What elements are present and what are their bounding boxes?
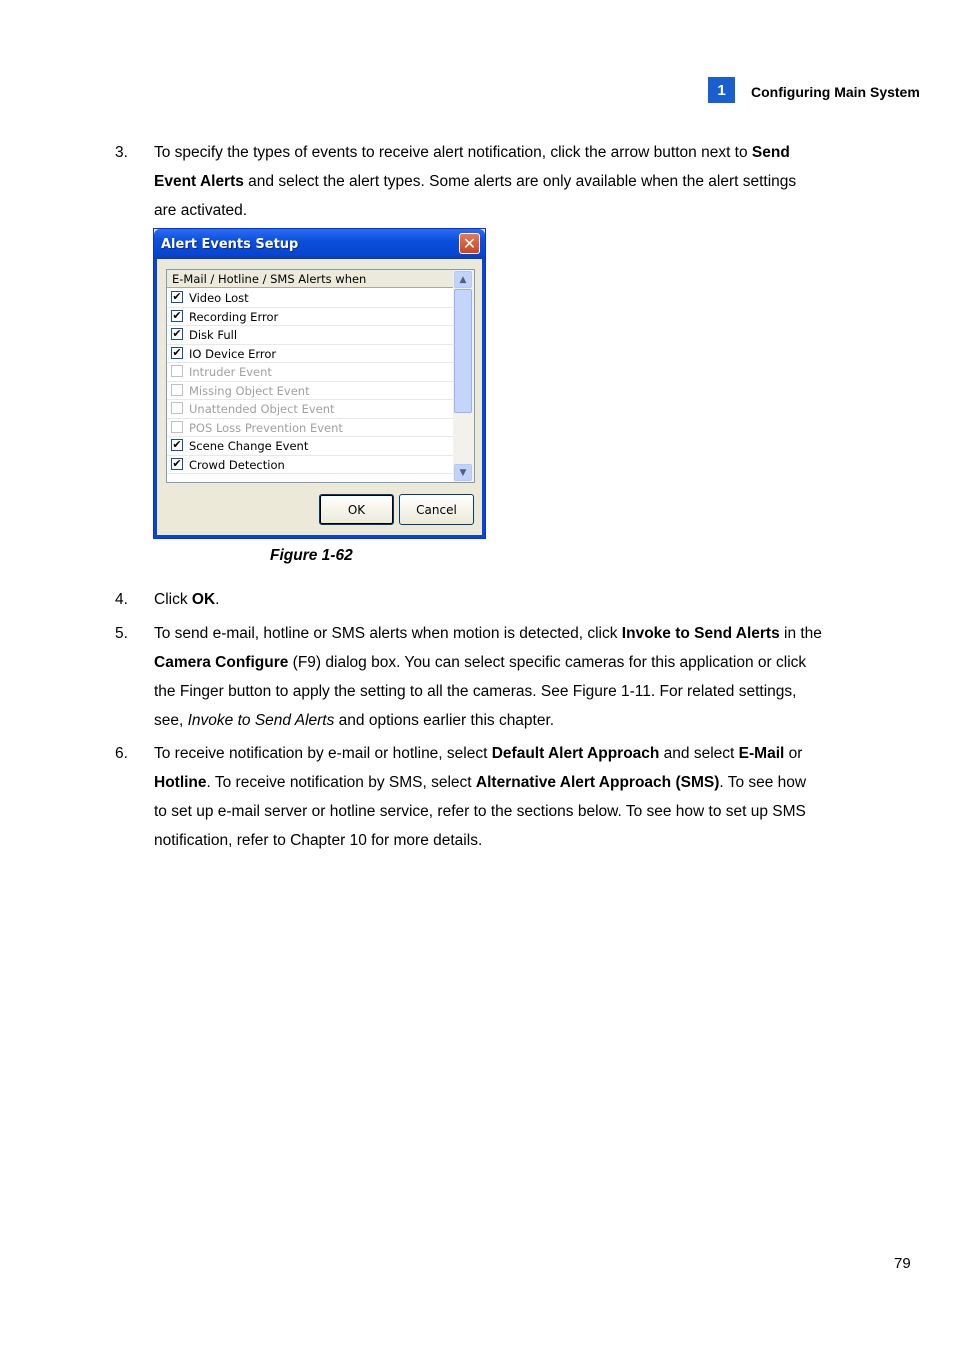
event-checkbox [171, 402, 183, 414]
event-label: Intruder Event [189, 365, 272, 379]
dialog-titlebar[interactable] [154, 229, 485, 259]
event-label: Crowd Detection [189, 457, 285, 472]
step-line: Event Alerts and select the alert types. Some alerts are only available when the alert settings [154, 173, 797, 190]
cancel-button[interactable]: Cancel [399, 494, 474, 525]
list-item[interactable] [167, 326, 453, 345]
chevron-up-icon: ▲ [459, 274, 467, 285]
event-label: POS Loss Prevention Event [189, 420, 343, 435]
list-item[interactable] [167, 345, 453, 364]
step-line: To send e-mail, hotline or SMS alerts when motion is detected, click Invoke to Send Alerts in the [154, 625, 822, 642]
step-text [154, 138, 854, 225]
event-label: Scene Change Event [189, 439, 309, 453]
chapter-title: Configuring Main System [751, 84, 920, 100]
event-checkbox[interactable]: ✔ [172, 308, 182, 322]
scroll-thumb[interactable] [454, 289, 472, 413]
step-number: 4. [115, 591, 128, 608]
step-number: 3. [115, 144, 128, 161]
dialog-title: Alert Events Setup [161, 237, 299, 252]
step-text [154, 739, 854, 855]
event-checkbox[interactable]: ✔ [172, 327, 182, 340]
scrollbar[interactable] [453, 270, 474, 482]
ok-button[interactable]: OK [319, 494, 394, 525]
list-item[interactable] [167, 437, 453, 456]
step-line: are activated. [154, 202, 248, 219]
list-item[interactable] [167, 289, 453, 308]
event-label: Recording Error [189, 309, 279, 324]
list-item[interactable] [167, 308, 453, 327]
event-checkbox[interactable]: ✔ [172, 456, 182, 470]
chevron-down-icon: ▼ [459, 467, 467, 478]
event-checkbox[interactable]: ✔ [172, 345, 182, 359]
event-label: Video Lost [189, 291, 249, 305]
event-checkbox [171, 384, 183, 396]
list-item[interactable] [167, 363, 453, 382]
list-item[interactable] [167, 419, 453, 438]
event-label: Disk Full [189, 328, 238, 342]
list-header[interactable]: E-Mail / Hotline / SMS Alerts when [167, 270, 453, 288]
alert-events-list [166, 269, 475, 483]
list-item[interactable] [167, 456, 453, 475]
step-text [154, 619, 854, 735]
event-label: Missing Object Event [189, 383, 310, 398]
event-label: IO Device Error [189, 346, 277, 361]
step-number: 6. [115, 745, 128, 762]
step-line: To receive notification by e-mail or hotline, select Default Alert Approach and select E-Mail or [154, 745, 803, 762]
chapter-badge: 1 [708, 77, 735, 103]
step-line: To specify the types of events to receive alert notification, click the arrow button next to Send [154, 144, 790, 161]
event-checkbox[interactable]: ✔ [172, 290, 182, 303]
step-line: Click OK. [154, 591, 220, 608]
list-item[interactable] [167, 382, 453, 401]
step-line: Hotline. To receive notification by SMS, select Alternative Alert Approach (SMS). To see how [154, 774, 807, 791]
figure-caption: Figure 1-62 [270, 547, 353, 564]
step-number: 5. [115, 625, 128, 642]
scroll-up-button[interactable] [454, 271, 472, 288]
event-checkbox [171, 365, 183, 377]
event-checkbox [171, 421, 183, 433]
step-text [154, 585, 854, 614]
list-item[interactable] [167, 400, 453, 419]
step-line: notification, refer to Chapter 10 for more details. [154, 832, 483, 849]
step-line: to set up e-mail server or hotline service, refer to the sections below. To see how to set up SMS [154, 803, 806, 820]
step-line: Camera Configure (F9) dialog box. You can select specific cameras for this application or click [154, 654, 807, 671]
event-checkbox[interactable]: ✔ [172, 438, 182, 451]
step-line: the Finger button to apply the setting to all the cameras. See Figure 1-11. For related settings, [154, 683, 797, 700]
close-button[interactable] [459, 233, 480, 254]
close-icon: ✕ [462, 234, 477, 253]
event-label: Unattended Object Event [189, 402, 335, 416]
alert-events-dialog [153, 228, 486, 539]
step-line: see, Invoke to Send Alerts and options earlier this chapter. [154, 712, 555, 729]
page-number: 79 [894, 1255, 911, 1272]
scroll-down-button[interactable] [454, 464, 472, 481]
